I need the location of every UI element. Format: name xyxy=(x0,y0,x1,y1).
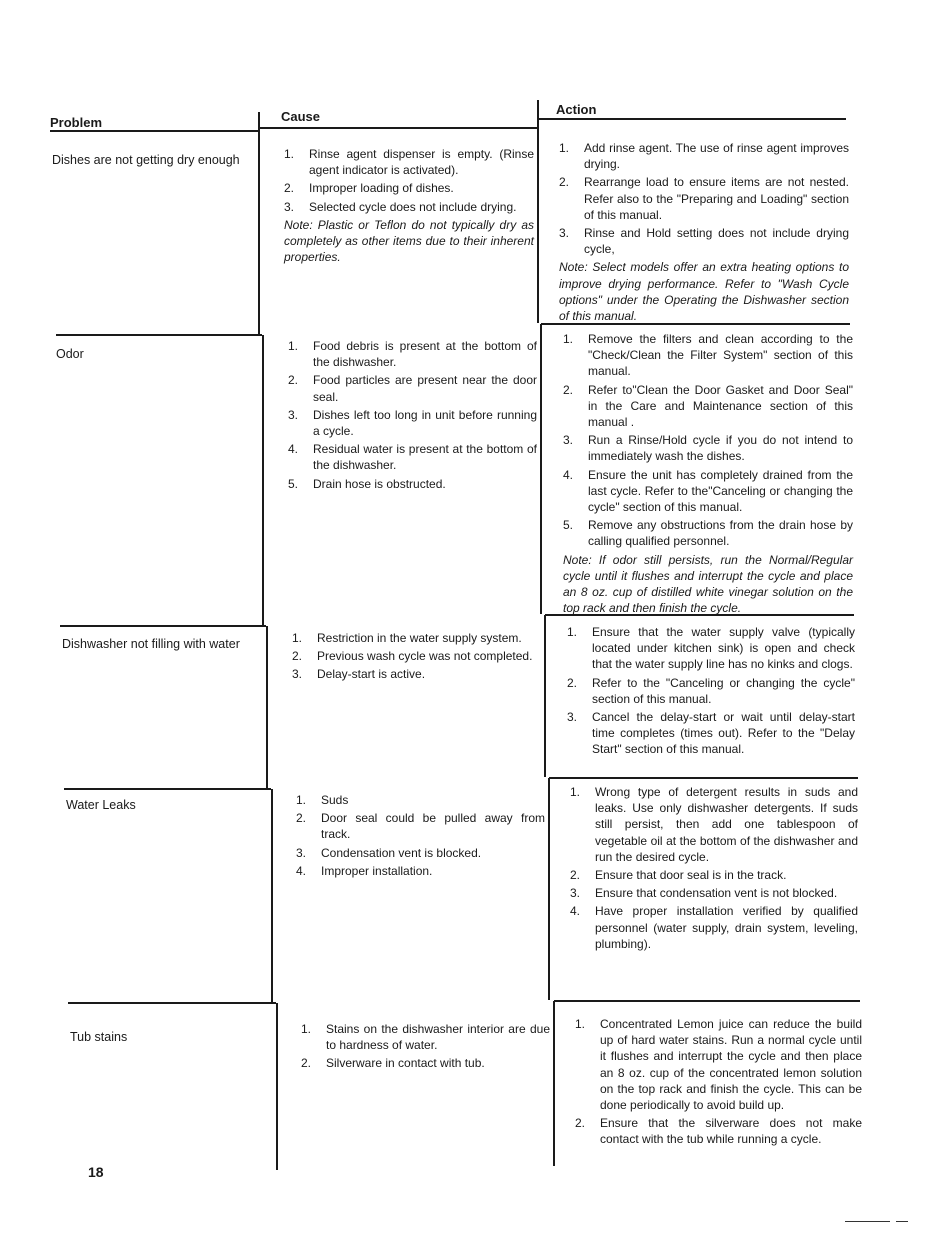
action-item: 1. Remove the filters and clean according to the "Check/Clean the Filter System" section of this manual. xyxy=(563,332,853,379)
divider-problem-cause xyxy=(262,335,264,625)
row-separator xyxy=(64,788,271,790)
action-note: Note: If odor still persists, run the Normal/Regular cycle until it flushes and interrupt the cycle and place an 8 oz. cup of distilled white vinegar solution on the top rack and then finish the cycle. xyxy=(563,552,853,616)
header-action: Action xyxy=(556,102,597,117)
row-separator xyxy=(549,777,858,779)
action-note: Note: Select models offer an extra heating options to improve drying performance. Refer to "Wash Cycle options" under the Operating the Dishwasher section of this manual. xyxy=(559,260,849,324)
action-item: 2. Ensure that door seal is in the track. xyxy=(570,868,787,883)
divider-cause-action xyxy=(548,778,550,1000)
divider-cause-action xyxy=(553,1001,555,1166)
cause-item: 2. Previous wash cycle was not completed. xyxy=(292,649,533,664)
footer-rule xyxy=(845,1221,890,1222)
cause-cell xyxy=(284,146,534,265)
cause-item: 3. Delay-start is active. xyxy=(292,667,426,682)
divider-cause-action xyxy=(537,100,539,323)
divider-problem-cause xyxy=(276,1003,278,1170)
action-item: 3. Rinse and Hold setting does not include drying cycle, xyxy=(559,226,849,257)
cause-item: 2. Silverware in contact with tub. xyxy=(301,1056,485,1071)
problem-text: Tub stains xyxy=(70,1030,128,1044)
footer-rule xyxy=(896,1221,908,1222)
header-rule-cause xyxy=(259,127,537,129)
problem-text: Dishes are not getting dry enough xyxy=(52,153,240,167)
cause-item: 1. Suds xyxy=(296,793,349,807)
page-number: 18 xyxy=(88,1164,104,1180)
problem-text: Dishwasher not filling with water xyxy=(62,637,240,651)
action-item: 1. Add rinse agent. The use of rinse agent improves drying. xyxy=(559,141,849,172)
header-problem: Problem xyxy=(50,115,103,130)
action-cell xyxy=(567,624,855,760)
action-item: 2. Refer to the "Canceling or changing the cycle" section of this manual. xyxy=(567,675,855,706)
action-item: 1. Concentrated Lemon juice can reduce the build up of hard water stains. Run a normal cycle until it flushes and interrupt the cycle and then place an 8 oz. cup of the concentrated lemon solution on the top rack and finish the cycle. This can be done periodically to avoid build up. xyxy=(575,1017,862,1113)
problem-text: Water Leaks xyxy=(66,798,136,812)
cause-item: 2. Door seal could be pulled away from track. xyxy=(296,811,545,842)
cause-item: 2. Improper loading of dishes. xyxy=(284,181,454,196)
divider-cause-action xyxy=(544,615,546,777)
row-separator xyxy=(68,1002,276,1004)
problem-text: Odor xyxy=(56,347,84,361)
cause-item: 3. Selected cycle does not include drying. xyxy=(284,199,517,214)
cause-item: 2. Food particles are present near the door seal. xyxy=(288,373,537,404)
divider-problem-cause xyxy=(271,789,273,1002)
cause-note: Note: Plastic or Teflon do not typically dry as completely as other items due to their inherent properties. xyxy=(284,217,534,265)
cause-cell xyxy=(288,338,537,494)
cause-item: 1. Food debris is present at the bottom of the dishwasher. xyxy=(288,339,537,370)
action-item: 3. Run a Rinse/Hold cycle if you do not intend to immediately wash the dishes. xyxy=(563,433,853,464)
divider-problem-cause xyxy=(258,112,260,334)
row-separator xyxy=(60,625,266,627)
cause-item: 5. Drain hose is obstructed. xyxy=(288,476,446,491)
action-item: 3. Ensure that condensation vent is not blocked. xyxy=(570,886,838,901)
cause-cell xyxy=(296,792,545,881)
cause-item: 3. Dishes left too long in unit before running a cycle. xyxy=(288,407,537,439)
cause-item: 1. Restriction in the water supply system. xyxy=(292,631,522,645)
divider-cause-action xyxy=(540,324,542,614)
action-item: 4. Ensure the unit has completely drained from the last cycle. Refer to the"Canceling or changing the cycle" section of this manual. xyxy=(563,467,853,515)
header-rule-problem xyxy=(50,130,258,132)
action-cell xyxy=(563,331,853,616)
action-item: 4. Have proper installation verified by qualified personnel (water supply, drain system, leveling, plumbing). xyxy=(570,904,858,951)
action-item: 2. Rearrange load to ensure items are not nested. Refer also to the "Preparing and Loading" section of this manual. xyxy=(559,175,849,222)
cause-cell xyxy=(301,1021,550,1074)
divider-problem-cause xyxy=(266,626,268,788)
action-cell xyxy=(575,1016,862,1150)
action-item: 2. Refer to"Clean the Door Gasket and Door Seal" in the Care and Maintenance section of this manual . xyxy=(563,382,853,430)
action-item: 2. Ensure that the silverware does not make contact with the tub while running a cycle. xyxy=(575,1116,862,1147)
action-item: 1. Ensure that the water supply valve (typically located under kitchen sink) is open and check that the water supply line has no kinks and clogs. xyxy=(567,625,855,672)
header-cause: Cause xyxy=(281,109,321,124)
cause-item: 1. Rinse agent dispenser is empty. (Rinse agent indicator is activated). xyxy=(284,147,534,178)
row-separator xyxy=(56,334,262,336)
cause-cell xyxy=(292,630,541,685)
cause-item: 1. Stains on the dishwasher interior are due to hardness of water. xyxy=(301,1022,550,1053)
action-cell xyxy=(570,784,858,954)
action-item: 3. Cancel the delay-start or wait until delay-start time completes (times out). Refer to the "Delay Start" section of this manual. xyxy=(567,710,855,757)
cause-item: 4. Residual water is present at the bottom of the dishwasher. xyxy=(288,442,537,473)
action-cell xyxy=(559,140,849,324)
action-item: 1. Wrong type of detergent results in suds and leaks. Use only dishwasher detergents. If suds still persist, then add one tablespoon of vegetable oil at the bottom of the dishwasher and run the desired cycle. xyxy=(570,785,858,864)
action-item: 5. Remove any obstructions from the drain hose by calling qualified personnel. xyxy=(563,518,853,549)
cause-item: 4. Improper installation. xyxy=(296,863,433,878)
cause-item: 3. Condensation vent is blocked. xyxy=(296,845,482,860)
row-separator xyxy=(554,1000,860,1002)
header-rule-action xyxy=(538,118,846,120)
